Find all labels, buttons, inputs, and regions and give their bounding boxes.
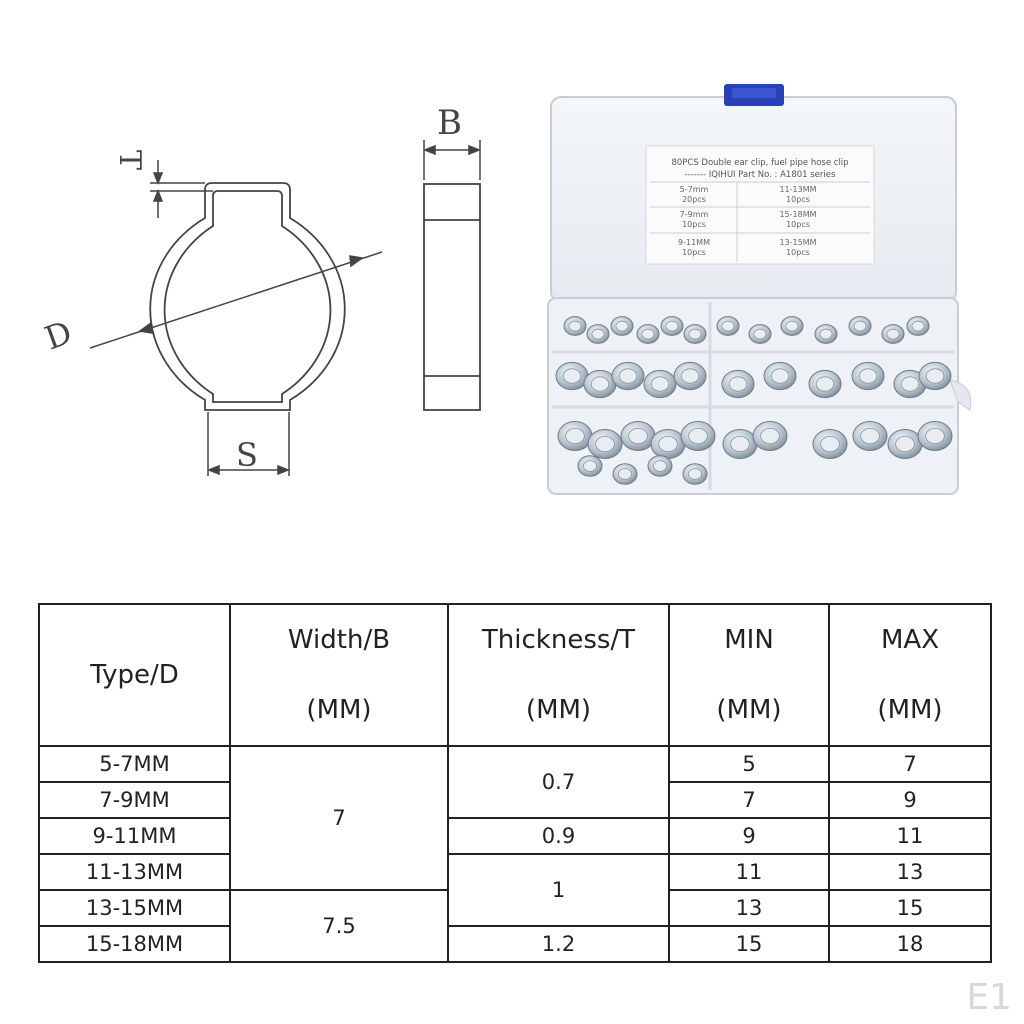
min-cell: 13 [669,890,829,926]
thickness-cell: 0.7 [448,746,669,818]
box-cell-size: 5-7mm [679,185,709,194]
width-cell: 7.5 [230,890,448,962]
width-cell: 7 [230,746,448,890]
box-cell-size: 9-11MM [678,238,710,247]
label-b: B [437,103,462,143]
type-cell: 11-13MM [39,854,230,890]
hose-clip-hole [666,321,678,331]
box-cell-size: 7-9mm [679,210,709,219]
hose-clip-hole [629,428,648,443]
thickness-cell: 1.2 [448,926,669,962]
table-row [39,926,991,962]
hose-clip-hole [689,428,708,443]
hose-clip-hole [722,321,734,331]
box-cell-qty: 10pcs [786,195,810,204]
box-cell-qty: 20pcs [682,195,706,204]
hose-clip-hole [596,436,615,451]
min-cell: 9 [669,818,829,854]
box-label-line2: ------- IQIHUI Part No. : A1801 series [684,170,836,180]
hose-clip-hole [821,436,840,451]
hose-clip-hole [761,428,780,443]
box-cell-size: 15-18MM [779,210,817,219]
hose-clip-hole [583,461,596,472]
hose-clip-hole [771,369,789,383]
box-cell-size: 13-15MM [779,238,817,247]
table-row [39,854,991,890]
hose-clip-hole [642,329,654,339]
clip-side-view [424,184,480,410]
hose-clip-hole [563,369,581,383]
hose-clip-hole [901,377,919,391]
hose-clip-hole [926,428,945,443]
box-label-line1: 80PCS Double ear clip, fuel pipe hose clip [671,158,849,168]
max-cell: 13 [829,854,991,890]
type-cell: 13-15MM [39,890,230,926]
dimension-t [150,160,213,218]
box-cell-qty: 10pcs [682,220,706,229]
type-cell: 15-18MM [39,926,230,962]
hose-clip-hole [566,428,585,443]
hose-clip-hole [926,369,944,383]
max-cell: 15 [829,890,991,926]
min-cell: 11 [669,854,829,890]
min-cell: 15 [669,926,829,962]
table-row [39,818,991,854]
label-s: S [236,436,258,474]
hose-clip-hole [729,377,747,391]
header-width: Width/B (MM) [230,604,448,746]
max-cell: 18 [829,926,991,962]
max-cell: 9 [829,782,991,818]
hose-clip-hole [618,469,631,480]
box-cell-size: 11-13MM [779,185,817,194]
spec-table [38,603,992,963]
watermark: E1 [966,977,1012,1018]
hose-clip-hole [731,436,750,451]
hose-clip-hole [820,329,832,339]
hose-clip-hole [659,436,678,451]
max-cell: 11 [829,818,991,854]
hose-clip-hole [619,369,637,383]
hose-clip-hole [592,329,604,339]
box-cell-qty: 10pcs [682,248,706,257]
type-cell: 7-9MM [39,782,230,818]
hose-clip-hole [887,329,899,339]
hose-clip-hole [912,321,924,331]
hose-clip-hole [754,329,766,339]
hose-clip-hole [591,377,609,391]
header-type: Type/D [39,604,230,746]
header-max: MAX (MM) [829,604,991,746]
hose-clip-hole [786,321,798,331]
box-cell-qty: 10pcs [786,248,810,257]
type-cell: 9-11MM [39,818,230,854]
label-d: D [39,313,77,358]
min-cell: 5 [669,746,829,782]
header-min: MIN (MM) [669,604,829,746]
hose-clip-hole [816,377,834,391]
header-thickness: Thickness/T (MM) [448,604,669,746]
hose-clip-hole [569,321,581,331]
thickness-cell: 0.9 [448,818,669,854]
hose-clip-hole [653,461,666,472]
hose-clip-hole [681,369,699,383]
dimension-b [424,140,480,180]
label-t: T [112,150,147,171]
box-cell-qty: 10pcs [786,220,810,229]
hose-clip-hole [688,469,701,480]
dimension-d [90,252,382,348]
hose-clip-hole [896,436,915,451]
min-cell: 7 [669,782,829,818]
hose-clip-hole [689,329,701,339]
hose-clip-hole [861,428,880,443]
thickness-cell: 1 [448,854,669,926]
hose-clip-hole [854,321,866,331]
hose-clip-hole [616,321,628,331]
type-cell: 5-7MM [39,746,230,782]
hose-clip-hole [859,369,877,383]
table-row [39,746,991,782]
max-cell: 7 [829,746,991,782]
hose-clip-hole [651,377,669,391]
